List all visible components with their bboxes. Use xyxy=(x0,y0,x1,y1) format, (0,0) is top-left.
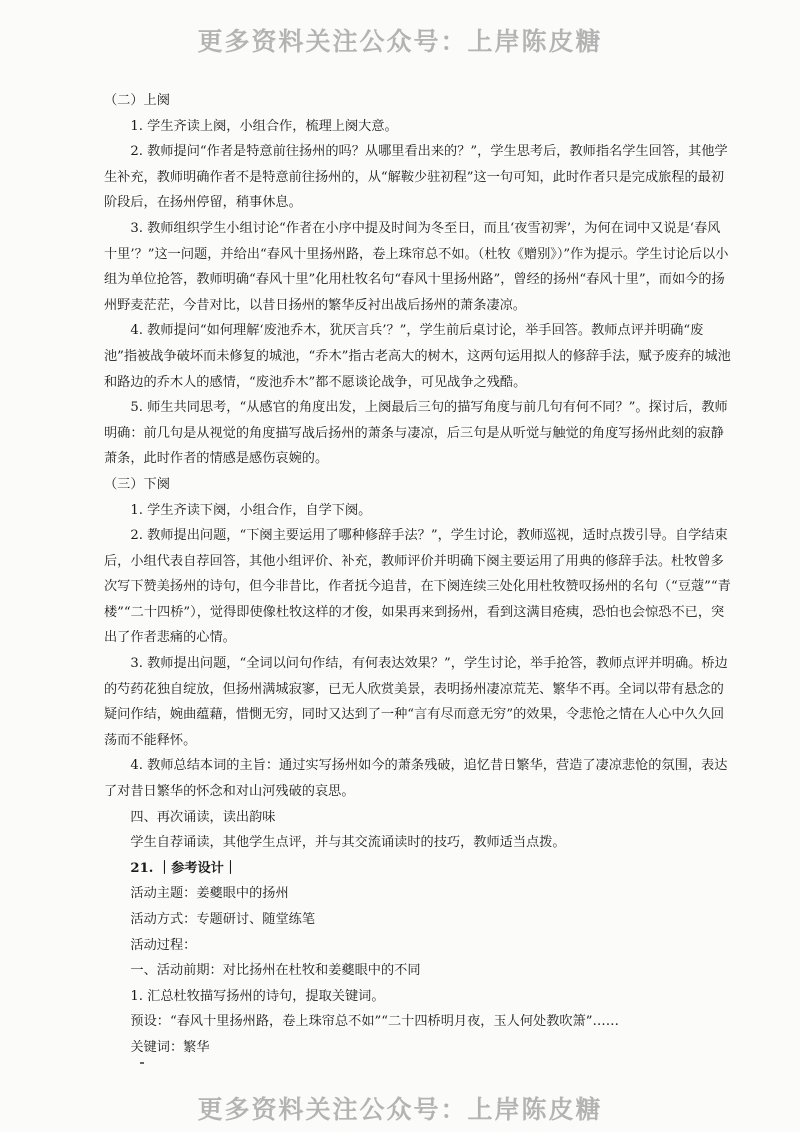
paragraph: 2. 教师提问“作者是特意前往扬州的吗？从哪里看出来的？”，学生思考后，教师指名学生回答，其他学生补充，教师明确作者不是特意前往扬州的，从“解鞍少驻初程”这一句可知，此时作者只是完成旅程的最初阶段后，在扬州停留，稍事休息。 xyxy=(104,144,728,211)
paragraph: 活动主题：姜夔眼中的扬州 xyxy=(130,886,289,902)
paragraph: 一、活动前期：对比扬州在杜牧和姜夔眼中的不同 xyxy=(130,963,421,979)
paragraph: 活动方式：专题研讨、随堂练笔 xyxy=(130,912,316,927)
section-heading: （三）下阕 xyxy=(104,476,170,492)
paragraph: 四、再次诵读，读出韵味 xyxy=(130,809,276,825)
paragraph: 活动过程： xyxy=(130,937,197,953)
paragraph: 4. 教师提问“如何理解‘废池乔木，犹厌言兵’？”，学生前后桌讨论，举手回答。教师点评并明确“废池”指被战争破坏而未修复的城池，“乔木”指古老高大的树木，这两句运用拟人的修辞手法，赋予废弃的城池和路边的乔木人的感情，“废池乔木”都不愿谈论战争，可见战争之残酷。 xyxy=(104,323,731,390)
paragraph: 5. 师生共同思考，“从感官的角度出发，上阕最后三句的描写角度与前几句有何不同？”。探讨后，教师明确：前几句是从视觉的角度描写战后扬州的萧条与凄凉，后三句是从听觉与触觉的角度写扬州此刻的寂静萧条，此时作者的情感是感伤哀婉的。 xyxy=(104,400,728,467)
section-heading: （二）上阕 xyxy=(104,93,170,108)
paragraph: 预设：“春风十里扬州路，卷上珠帘总不如”“二十四桥明月夜，玉人何处教吹箫”…… xyxy=(130,1014,619,1030)
paragraph: 3. 教师组织学生小组讨论“作者在小序中提及时间为冬至日，而且‘夜雪初霁’，为何在词中又说是‘春风十里’？”这一问题，并给出“春风十里扬州路，卷上珠帘总不如。（杜牧《赠别》）”作为提示。学生讨论后以小组为单位抢答，教师明确“春风十里”化用杜牧名句“春风十里扬州路”，曾经的扬州“春风十里”，而如今的扬州野麦茫茫，今昔对比，以昔日扬州的繁华反衬出战后扬州的萧条凄凉。 xyxy=(104,220,729,313)
document-body xyxy=(104,88,732,1061)
scan-mark xyxy=(140,1062,144,1064)
paragraph: 1. 汇总杜牧描写扬州的诗句，提取关键词。 xyxy=(130,988,385,1004)
footer-watermark: 更多资料关注公众号：上岸陈皮糖 xyxy=(197,1095,603,1124)
paragraph: 3. 教师提出问题，“全词以问句作结，有何表达效果？”，学生讨论，举手抢答，教师点评并明确。桥边的芍药花独自绽放，但扬州满城寂寥，已无人欣赏美景，表明扬州凄凉荒芜、繁华不再。全词以带有悬念的疑问作结，婉曲蕴藉，惜惻无穷，同时又达到了一种“言有尽而意无穷”的效果，令悲怆之情在人心中久久回荡而不能释怀。 xyxy=(104,656,728,748)
paragraph: 1. 学生齐读下阕，小组合作，自学下阕。 xyxy=(130,502,372,518)
paragraph: 1. 学生齐读上阕，小组合作，梳理上阕大意。 xyxy=(130,118,398,134)
question-number: 21. ｜参考设计｜ xyxy=(130,860,238,876)
paragraph: 4. 教师总结本词的主旨：通过实写扬州如今的萧条残破，追忆昔日繁华，营造了凄凉悲怆的氛围，表达了对昔日繁华的怀念和对山河残破的哀思。 xyxy=(104,758,728,800)
paragraph: 关键词：繁华 xyxy=(130,1039,210,1055)
paragraph: 学生自荐诵读，其他学生点评，并与其交流诵读时的技巧，教师适当点拨。 xyxy=(130,835,566,851)
paragraph: 2. 教师提出问题，“下阕主要运用了哪种修辞手法？”，学生讨论，教师巡视，适时点拨引导。自学结束后，小组代表自荐回答，其他小组评价、补充，教师评价并明确下阕主要运用了用典的修辞手法。杜牧曾多次写下赞美扬州的诗句，但今非昔比，作者抚今追昔，在下阕连续三处化用杜牧赞叹扬州的名句（“豆蔻”“青楼”“二十四桥”），觉得即使像杜牧这样的才俊，如果再来到扬州，看到这满目疮痍，恐怕也会惊恐不已，突出了作者悲痛的心情。 xyxy=(104,528,731,646)
header-watermark: 更多资料关注公众号：上岸陈皮糖 xyxy=(197,27,603,56)
